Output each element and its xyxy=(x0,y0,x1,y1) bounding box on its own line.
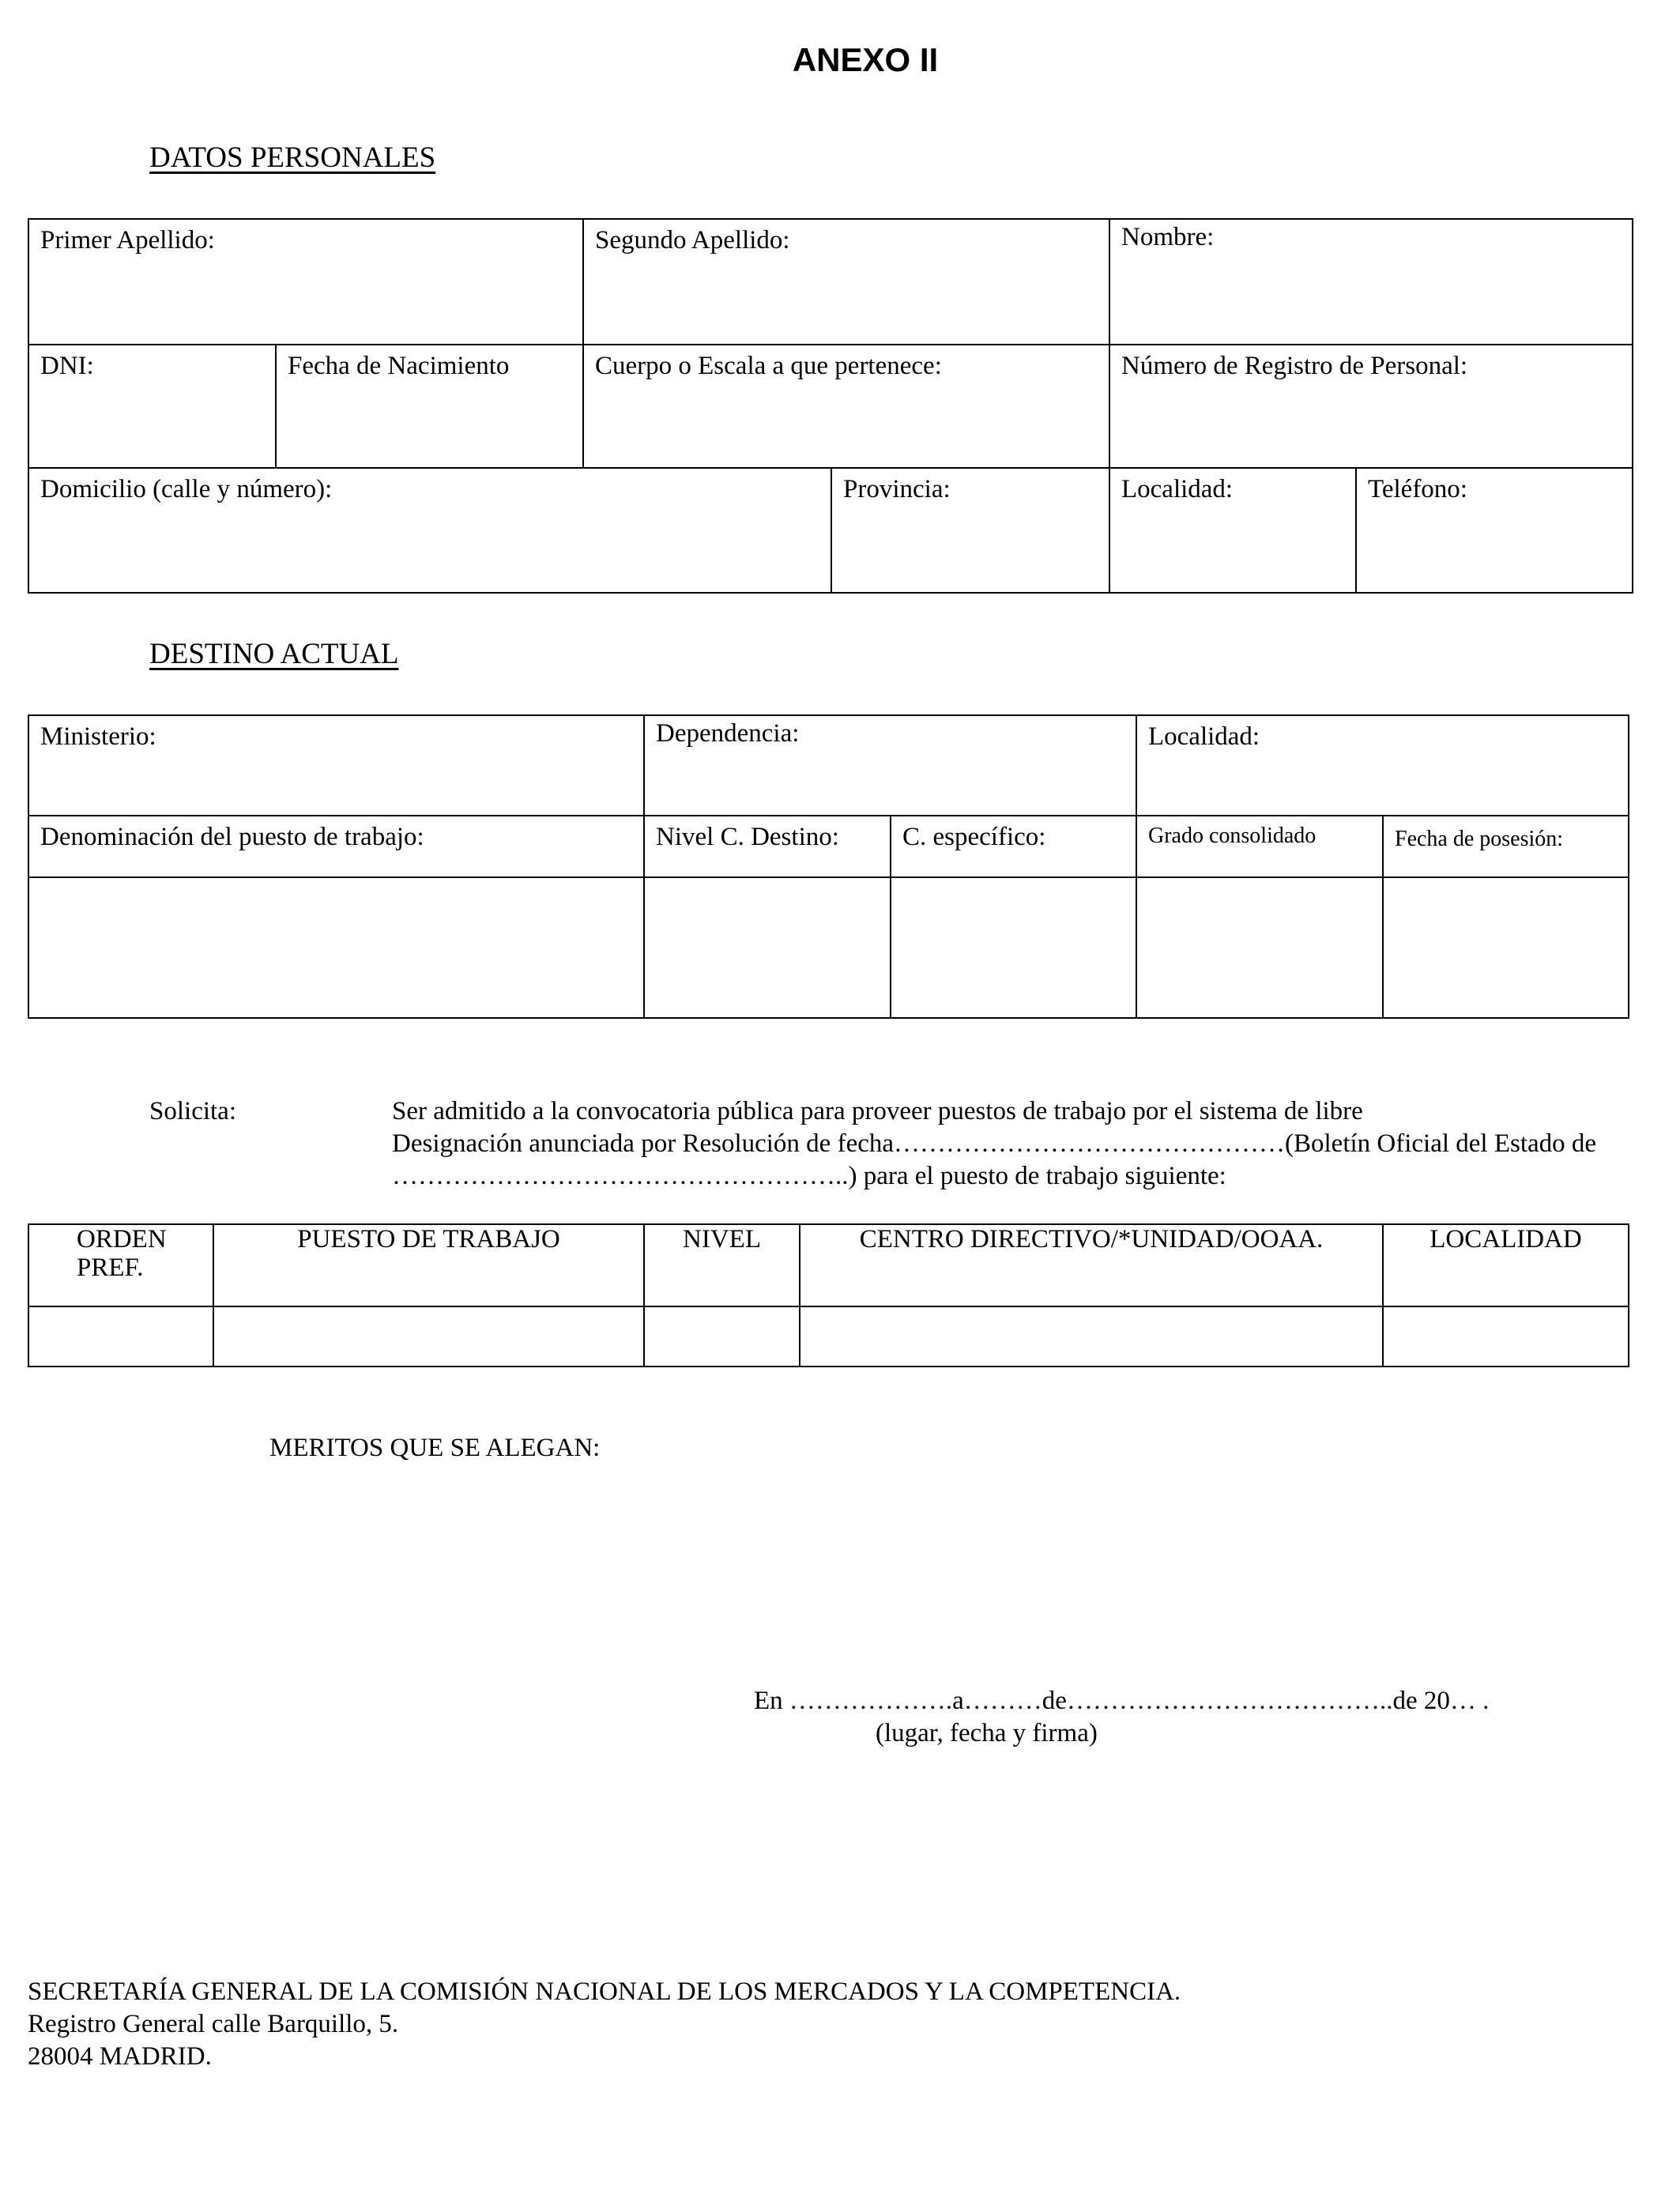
fecha-posesion-header xyxy=(1383,816,1629,877)
destino-actual-heading: DESTINO ACTUAL xyxy=(149,638,399,670)
nivel-header xyxy=(644,1224,800,1306)
telefono-label: Teléfono: xyxy=(1368,475,1467,503)
primer-apellido-label: Primer Apellido: xyxy=(40,226,215,254)
c-especifico-label: C. específico: xyxy=(902,823,1046,851)
segundo-apellido-field[interactable] xyxy=(583,219,1109,345)
localidad-destino-field[interactable] xyxy=(1136,715,1629,816)
meritos-heading: MERITOS QUE SE ALEGAN: xyxy=(269,1434,601,1462)
orden-pref-header xyxy=(28,1224,213,1306)
telefono-field[interactable] xyxy=(1356,468,1633,593)
footer-line-3: 28004 MADRID. xyxy=(28,2042,212,2071)
dni-label: DNI: xyxy=(40,352,94,380)
datos-personales-heading: DATOS PERSONALES xyxy=(149,141,436,174)
provincia-label: Provincia: xyxy=(843,475,951,503)
localidad-label: Localidad: xyxy=(1121,475,1234,503)
solicita-line-3: ……………………………………………..) para el puesto de trabajo siguiente: xyxy=(392,1162,1226,1190)
destino-actual-table xyxy=(28,714,1629,1019)
pref-label: PREF. xyxy=(77,1253,144,1283)
denominacion-input-cell[interactable] xyxy=(28,877,644,1018)
cuerpo-escala-field[interactable] xyxy=(583,345,1109,468)
localidad-destino-label: Localidad: xyxy=(1148,722,1260,751)
fecha-nacimiento-label: Fecha de Nacimiento xyxy=(288,352,510,380)
domicilio-label: Domicilio (calle y número): xyxy=(40,475,333,503)
localidad-puesto-label: LOCALIDAD xyxy=(1430,1225,1582,1253)
solicita-line-1: Ser admitido a la convocatoria pública para proveer puestos de trabajo por el sistema de libre xyxy=(392,1097,1363,1125)
dependencia-label: Dependencia: xyxy=(656,719,800,748)
nivel-destino-input-cell[interactable] xyxy=(644,877,891,1018)
nivel-input-cell[interactable] xyxy=(644,1306,800,1367)
firma-caption: (lugar, fecha y firma) xyxy=(876,1719,1098,1747)
provincia-field[interactable] xyxy=(831,468,1109,593)
dependencia-field[interactable] xyxy=(644,715,1136,816)
dni-field[interactable] xyxy=(28,345,276,468)
nivel-destino-header xyxy=(644,816,891,877)
puesto-trabajo-label: PUESTO DE TRABAJO xyxy=(297,1225,560,1253)
puesto-trabajo-header xyxy=(213,1224,644,1306)
numero-registro-field[interactable] xyxy=(1109,345,1633,468)
page-title: ANEXO II xyxy=(792,41,939,78)
solicita-line-2: Designación anunciada por Resolución de fecha………………………………………(Boletín Oficial del Estado de xyxy=(392,1129,1597,1158)
centro-directivo-label: CENTRO DIRECTIVO/*UNIDAD/OOAA. xyxy=(859,1225,1324,1253)
puestos-table xyxy=(28,1223,1629,1367)
grado-consolidado-input-cell[interactable] xyxy=(1136,877,1383,1018)
ministerio-label: Ministerio: xyxy=(40,722,156,751)
primer-apellido-field[interactable] xyxy=(28,219,583,345)
firma-line: En ……………….a………de………………………………..de 20… . xyxy=(754,1687,1490,1715)
ministerio-field[interactable] xyxy=(28,715,644,816)
puesto-trabajo-input-cell[interactable] xyxy=(213,1306,644,1367)
localidad-input-cell[interactable] xyxy=(1383,1306,1629,1367)
localidad-header xyxy=(1383,1224,1629,1306)
segundo-apellido-label: Segundo Apellido: xyxy=(595,226,790,254)
centro-directivo-input-cell[interactable] xyxy=(800,1306,1383,1367)
fecha-posesion-input-cell[interactable] xyxy=(1383,877,1629,1018)
domicilio-field[interactable] xyxy=(28,468,831,593)
localidad-field[interactable] xyxy=(1109,468,1356,593)
c-especifico-header xyxy=(891,816,1136,877)
nivel-label: NIVEL xyxy=(683,1225,761,1253)
cuerpo-escala-label: Cuerpo o Escala a que pertenece: xyxy=(595,352,942,380)
numero-registro-label: Número de Registro de Personal: xyxy=(1121,352,1468,380)
c-especifico-input-cell[interactable] xyxy=(891,877,1136,1018)
centro-directivo-header xyxy=(800,1224,1383,1306)
solicita-label: Solicita: xyxy=(149,1097,236,1125)
orden-pref-input-cell[interactable] xyxy=(28,1306,213,1367)
footer-line-2: Registro General calle Barquillo, 5. xyxy=(28,2010,399,2038)
orden-label: ORDEN xyxy=(77,1225,167,1253)
nivel-destino-label: Nivel C. Destino: xyxy=(656,823,839,851)
nombre-field[interactable] xyxy=(1109,219,1633,345)
datos-personales-table xyxy=(28,218,1633,594)
fecha-nacimiento-field[interactable] xyxy=(276,345,583,468)
grado-consolidado-label: Grado consolidado xyxy=(1148,824,1317,848)
grado-consolidado-header xyxy=(1136,816,1383,877)
denominacion-label: Denominación del puesto de trabajo: xyxy=(40,823,424,851)
footer-line-1: SECRETARÍA GENERAL DE LA COMISIÓN NACIONAL DE LOS MERCADOS Y LA COMPETENCIA. xyxy=(28,1977,1181,2006)
nombre-label: Nombre: xyxy=(1121,223,1215,251)
fecha-posesion-label: Fecha de posesión: xyxy=(1395,827,1564,851)
denominacion-header xyxy=(28,816,644,877)
